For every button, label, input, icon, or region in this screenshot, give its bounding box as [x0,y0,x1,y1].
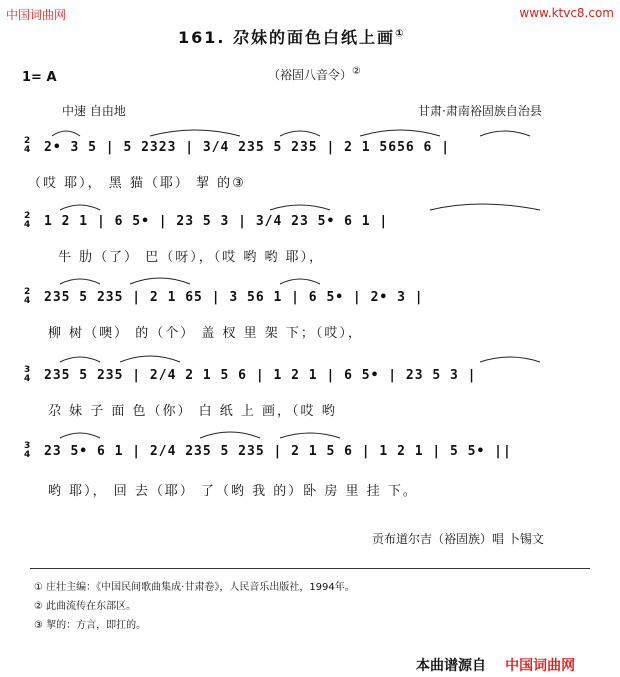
lyrics-line: 哟 耶）， 回 去（耶） 了（哟 我 的）卧 房 里 挂 下。 [48,484,418,499]
performer-credit: 贡布道尔吉（裕固族）唱 卜锡文 [372,532,544,546]
time-signature: 2 4 [24,136,31,155]
footnote: ③ 挈的：方言，即扛的。 [34,620,147,631]
song-origin: 甘肃·肃南裕固族自治县 [418,104,542,118]
watermark-site-name: 中国词曲网 [6,8,67,22]
footnote: ① 庄壮主编：《中国民间歌曲集成·甘肃卷》，人民音乐出版社，1994年。 [34,582,355,593]
title-text: 161. 尕妹的面色白纸上画 [178,28,396,47]
time-signature: 2 4 [24,287,31,306]
notation-line: 1 2 1 | 6 5• | 23 5 3 | 3/4 23 5• 6 1 | [44,214,389,229]
lyrics-line: 牛 肋（了） 巴（呀），（哎 哟 哟 耶）， [58,250,325,265]
lyrics-line: 柳 树（噢） 的（个） 盖 杈 里 架 下；（哎）， [48,326,363,341]
source-site-link[interactable]: 中国词曲网 [505,658,576,674]
subtitle-footnote-mark: ② [352,66,361,77]
lyrics-line: 尕 妹 子 面 色（你） 白 纸 上 画，（哎 哟 [48,404,337,419]
subtitle-text: （裕固八音令） [268,68,353,82]
time-signature: 3 4 [24,365,31,384]
lyrics-line: （哎 耶）， 黑 猫（耶） 挈 的③ [28,176,246,191]
source-label: 本曲谱源自 [416,658,486,674]
watermark-site-url: www.ktvc8.com [519,6,614,20]
notation-line: 23 5• 6 1 | 2/4 235 5 235 | 2 1 5 6 | 1 2 1 | 5 5• || [44,444,512,459]
footnote-divider [30,568,590,569]
notation-line: 235 5 235 | 2 1 65 | 3 56 1 | 6 5• | 2• 3 | [44,290,424,305]
source-credit [416,655,575,675]
notation-line: 235 5 235 | 2/4 2 1 5 6 | 1 2 1 | 6 5• | 23 5 3 | [44,368,477,383]
title-footnote-mark: ① [395,28,406,40]
tempo-marking: 中速 自由地 [62,104,126,118]
notation-line: 2• 3 5 | 5 2323 | 3/4 235 5 235 | 2 1 5656 6 | [44,140,451,155]
time-signature: 3 4 [24,441,31,460]
footnote: ② 此曲流传在东部区。 [34,601,137,612]
time-signature: 2 4 [24,211,31,230]
key-signature: 1= A [22,70,57,85]
